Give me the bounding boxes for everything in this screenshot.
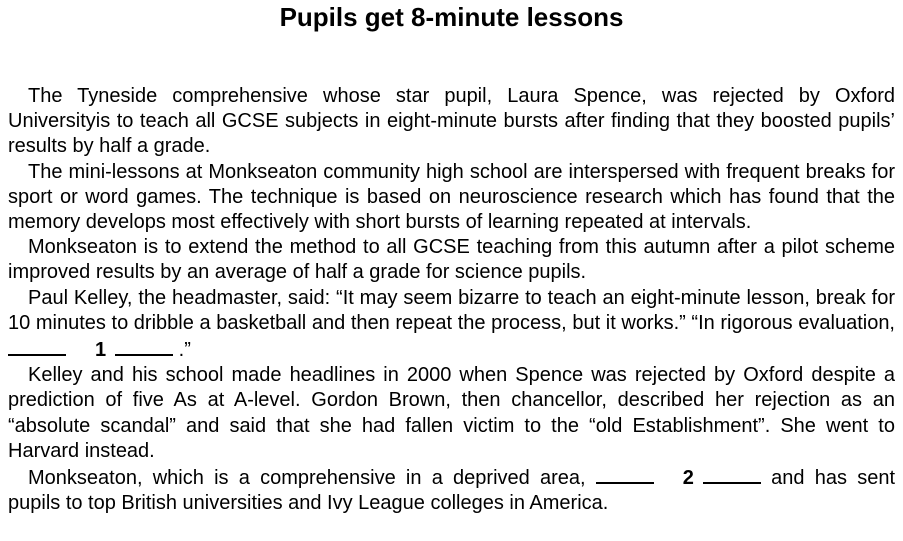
paragraph-2: The mini-lessons at Monkseaton community high school are interspersed with frequent breaks for sport or word games. The technique is based on neuroscience research which has found that the memory develops most effectively with short bursts of learning repeated at intervals. — [8, 160, 895, 234]
paragraph-4-text: Paul Kelley, the headmaster, said: “It may seem bizarre to teach an eight-minute lesson, break for 10 minutes to dribble a basketball and then repeat the process, but it works.” “In rigorous evaluation, — [8, 286, 895, 334]
paragraph-6-end: and has sent pupils to top British universities and Ivy League colleges in America. — [8, 467, 895, 515]
blank-1-line-left — [8, 336, 66, 356]
paragraph-5: Kelley and his school made headlines in 2000 when Spence was rejected by Oxford despite a prediction of five As at A-level. Gordon Brown, then chancellor, described her rejection as an “absolute scandal” and said that she had fallen victim to the “old Establishment”. She went to Harvard instead. — [8, 364, 895, 462]
blank-1[interactable] — [8, 339, 173, 361]
paragraph-3: Monkseaton is to extend the method to all GCSE teaching from this autumn after a pilot scheme improved results by an average of half a grade for science pupils. — [8, 236, 895, 284]
blank-1-line-right — [115, 336, 173, 356]
article-body — [8, 84, 895, 516]
paragraph-6 — [8, 464, 895, 516]
blank-2-line-left — [596, 464, 654, 484]
paragraph-1: The Tyneside comprehensive whose star pupil, Laura Spence, was rejected by Oxford Universityis to teach all GCSE subjects in eight-minute bursts after finding that they boosted pupils’ results by half a grade. — [8, 85, 895, 158]
blank-2-number: 2 — [682, 467, 694, 490]
article-title: Pupils get 8-minute lessons — [279, 2, 624, 32]
paragraph-6-text: Monkseaton, which is a comprehensive in a deprived area, — [28, 467, 596, 490]
blank-2-line-right — [703, 464, 761, 484]
blank-2[interactable] — [596, 467, 761, 489]
paragraph-4-end: .” — [173, 339, 191, 362]
blank-1-number: 1 — [95, 339, 107, 362]
paragraph-4 — [8, 286, 895, 364]
